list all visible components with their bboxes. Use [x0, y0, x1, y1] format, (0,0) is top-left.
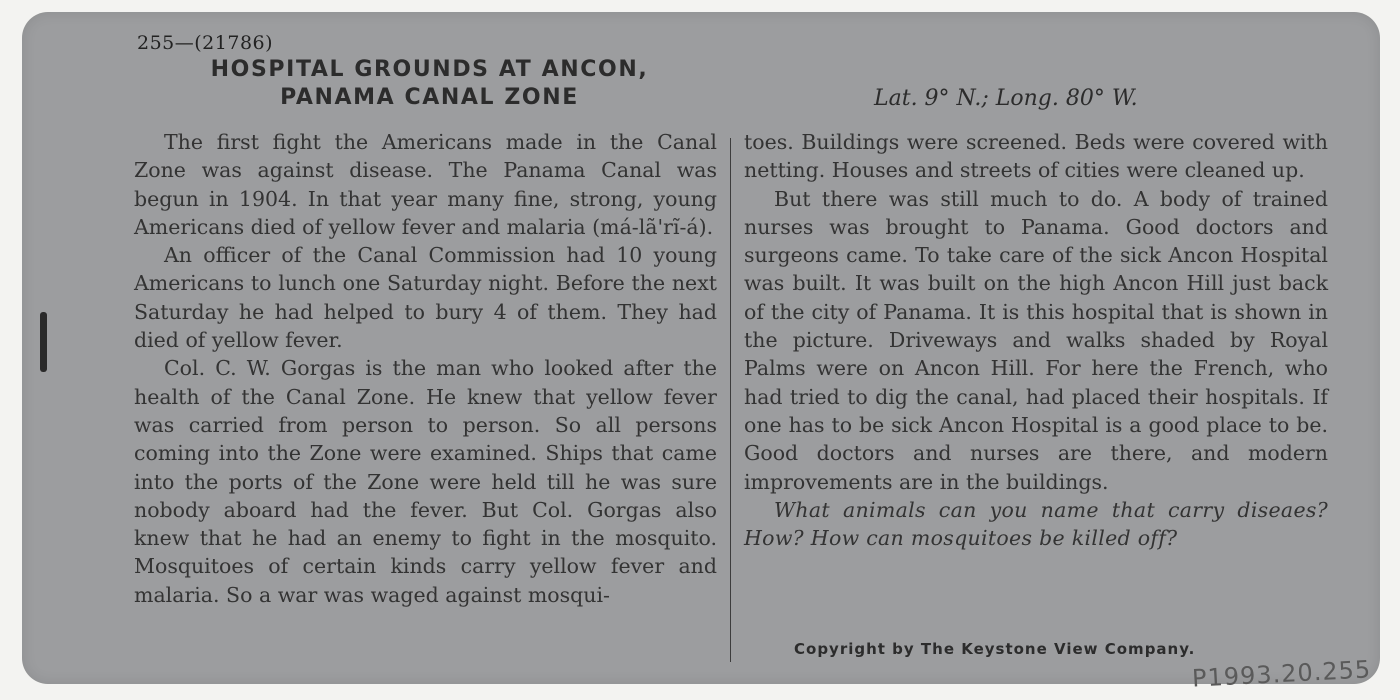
title-line-2: PANAMA CANAL ZONE [280, 85, 579, 110]
left-column [134, 128, 717, 609]
catalog-number: 255—(21786) [137, 32, 274, 54]
study-question: What animals can you name that carry diseaes? How? How can mosquitoes be killed off? [744, 497, 1328, 551]
paragraph: toes. Buildings were screened. Beds were covered with netting. Houses and streets of cities were cleaned up. [744, 130, 1328, 183]
right-column [744, 128, 1328, 552]
stereograph-card-back [22, 12, 1380, 693]
card-title [142, 56, 717, 112]
accession-number: P1993.20.255 [1191, 655, 1372, 693]
paragraph: The first fight the Americans made in the Canal Zone was against disease. The Panama Canal was begun in 1904. In that year many fine, strong, young Americans died of yellow fever and malaria (má-lã'rĩ-á). [134, 130, 717, 239]
paragraph: But there was still much to do. A body of trained nurses was brought to Panama. Good doctors and surgeons came. To take care of the sick Ancon Hospital was built. It was built on the high Ancon Hill just back of the city of Panama. It is this hospital that is shown in the picture. Driveways and walks shaded by Royal Palms were on Ancon Hill. For here the French, who had tried to dig the canal, had placed their hospitals. If one has to be sick Ancon Hospital is a good place to be. Good doctors and nurses are there, and modern improvements are in the buildings. [744, 186, 1328, 494]
paragraph: Col. C. W. Gorgas is the man who looked after the health of the Canal Zone. He knew that yellow fever was carried from person to person. So all persons coming into the Zone were examined. Ships that came into the ports of the Zone were held till he was sure nobody aboard had the fever. But Col. Gorgas also knew that he had an enemy to fight in the mosquito. Mosquitoes of certain kinds carry yellow fever and malaria. So a war was waged against mosqui- [134, 356, 717, 607]
edge-mark [40, 312, 47, 372]
coordinates: Lat. 9° N.; Long. 80° W. [874, 86, 1138, 111]
copyright-line: Copyright by The Keystone View Company. [794, 640, 1196, 658]
paragraph: An officer of the Canal Commission had 10 young Americans to lunch one Saturday night. Before the next Saturday he had helped to bury 4 of them. They had died of yellow fever. [134, 243, 717, 353]
column-divider [730, 138, 731, 662]
title-line-1: HOSPITAL GROUNDS AT ANCON, [210, 57, 649, 82]
